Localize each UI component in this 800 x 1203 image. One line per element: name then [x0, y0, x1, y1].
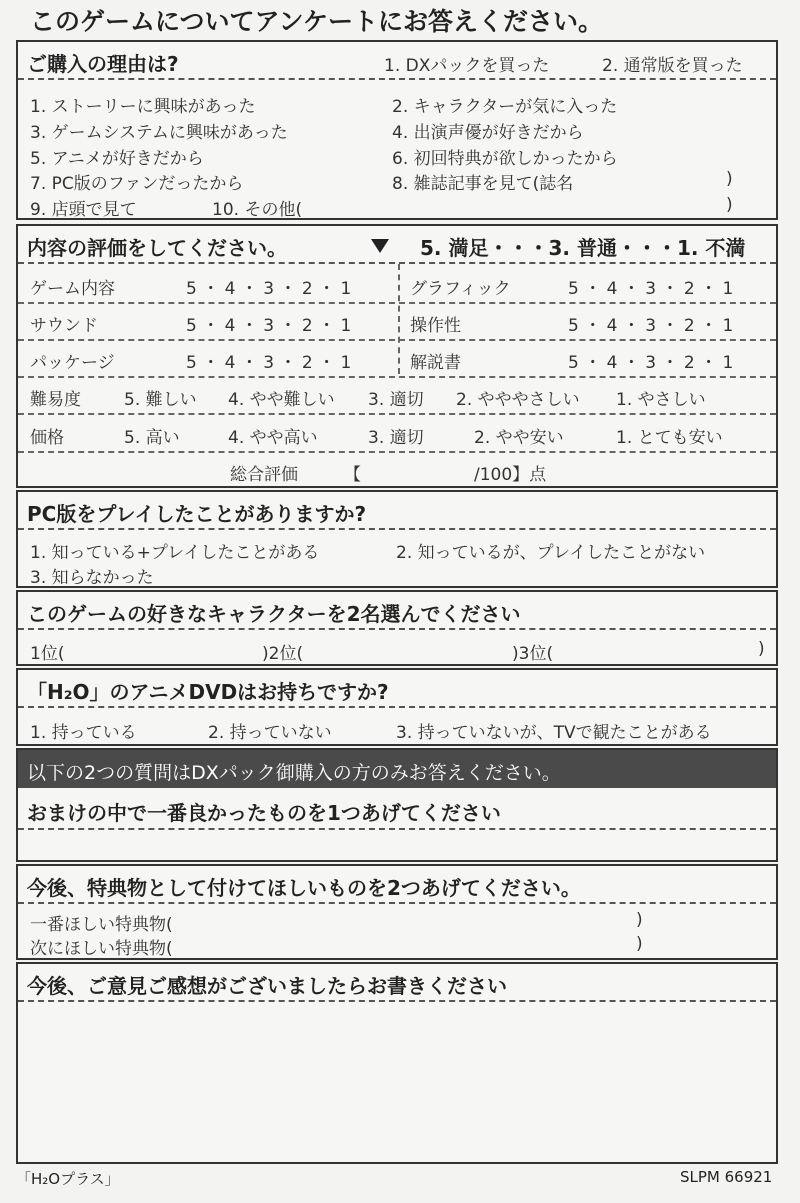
evaluation-header	[18, 226, 776, 264]
pc-question: PC版をプレイしたことがありますか?	[27, 502, 367, 526]
difficulty-option[interactable]: 5. 難しい	[124, 390, 197, 410]
row-divider	[18, 302, 776, 304]
favorite-question: このゲームの好きなキャラクターを2名選んでください	[27, 602, 521, 626]
total-score-label: 総合評価	[230, 465, 298, 485]
eval-item-label: パッケージ	[30, 353, 115, 373]
bonus-section	[16, 864, 778, 960]
dvd-option[interactable]: 1. 持っている	[30, 723, 137, 743]
rating-scale[interactable]: 5 ・ 4 ・ 3 ・ 2 ・ 1	[186, 353, 352, 373]
dvd-option[interactable]: 2. 持っていない	[208, 723, 332, 743]
eval-item-label: サウンド	[30, 316, 98, 336]
rating-scale[interactable]: 5 ・ 4 ・ 3 ・ 2 ・ 1	[186, 316, 352, 336]
comments-header	[18, 964, 776, 1002]
bonus-field-2[interactable]: 次にほしい特典物(	[30, 939, 173, 959]
bonus-question: 今後、特典物として付けてほしいものを2つあげてください。	[27, 876, 581, 900]
omake-header	[18, 788, 776, 830]
row-divider	[18, 413, 776, 415]
reason-item-other[interactable]: 10. その他(	[212, 200, 303, 220]
dvd-header	[18, 670, 776, 708]
bonus-header	[18, 866, 776, 904]
dvd-option[interactable]: 3. 持っていないが、TVで観たことがある	[396, 723, 712, 743]
rank-2-field[interactable]: )2位(	[262, 644, 304, 664]
price-option[interactable]: 1. とても安い	[616, 428, 723, 448]
dx-notice-bar	[18, 750, 776, 788]
pc-section	[16, 490, 778, 588]
dx-notice: 以下の2つの質問はDXパック御購入の方のみお答えください。	[27, 762, 561, 784]
eval-item-label: 操作性	[410, 316, 461, 336]
row-divider	[18, 376, 776, 378]
comments-textarea[interactable]	[18, 1004, 776, 1162]
reason-section	[16, 40, 778, 220]
rating-scale[interactable]: 5 ・ 4 ・ 3 ・ 2 ・ 1	[568, 279, 734, 299]
pc-option[interactable]: 2. 知っているが、プレイしたことがない	[396, 543, 706, 563]
product-name: 「H₂Oプラス」	[16, 1170, 120, 1188]
difficulty-option[interactable]: 4. やや難しい	[228, 390, 335, 410]
comments-question: 今後、ご意見ご感想がございましたらお書きください	[27, 974, 507, 998]
close-paren: )	[726, 169, 733, 189]
rank-3-field[interactable]: )3位(	[512, 644, 554, 664]
down-triangle-icon	[371, 239, 389, 253]
price-option[interactable]: 3. 適切	[368, 428, 424, 448]
reason-item[interactable]: 9. 店頭で見て	[30, 200, 137, 220]
reason-item[interactable]: 1. ストーリーに興味があった	[30, 97, 256, 117]
pc-option[interactable]: 1. 知っている+プレイしたことがある	[30, 543, 320, 563]
difficulty-option[interactable]: 3. 適切	[368, 390, 424, 410]
reason-item[interactable]: 3. ゲームシステムに興味があった	[30, 123, 288, 143]
rating-scale[interactable]: 5 ・ 4 ・ 3 ・ 2 ・ 1	[186, 279, 352, 299]
pc-header	[18, 492, 776, 530]
rating-scale[interactable]: 5 ・ 4 ・ 3 ・ 2 ・ 1	[568, 353, 734, 373]
reason-item[interactable]: 7. PC版のファンだったから	[30, 174, 244, 194]
page-title: このゲームについてアンケートにお答えください。	[30, 7, 604, 36]
price-option[interactable]: 2. やや安い	[474, 428, 564, 448]
close-paren: )	[726, 195, 733, 215]
column-divider	[398, 264, 400, 374]
eval-item-label: グラフィック	[410, 279, 511, 299]
close-paren: )	[758, 639, 765, 659]
rank-1-field[interactable]: 1位(	[30, 644, 65, 664]
difficulty-label: 難易度	[30, 390, 81, 410]
total-score-close: /100】点	[474, 465, 547, 485]
evaluation-section	[16, 224, 778, 488]
price-option[interactable]: 4. やや高い	[228, 428, 318, 448]
favorite-header	[18, 592, 776, 630]
dx-section	[16, 748, 778, 862]
omake-question: おまけの中で一番良かったものを1つあげてください	[27, 801, 501, 825]
eval-item-label: 解説書	[410, 353, 461, 373]
price-option[interactable]: 5. 高い	[124, 428, 180, 448]
reason-question: ご購入の理由は?	[27, 52, 179, 76]
dvd-section	[16, 668, 778, 746]
option-regular-edition[interactable]: 2. 通常版を買った	[602, 56, 743, 76]
price-label: 価格	[30, 428, 64, 448]
bonus-field-1[interactable]: 一番ほしい特典物(	[30, 915, 173, 935]
reason-item[interactable]: 2. キャラクターが気に入った	[392, 97, 618, 117]
favorite-section	[16, 590, 778, 666]
total-score-open: 【	[344, 465, 361, 485]
row-divider	[18, 451, 776, 453]
rating-scale[interactable]: 5 ・ 4 ・ 3 ・ 2 ・ 1	[568, 316, 734, 336]
comments-section	[16, 962, 778, 1164]
eval-item-label: ゲーム内容	[30, 279, 115, 299]
reason-item[interactable]: 5. アニメが好きだから	[30, 149, 204, 169]
difficulty-option[interactable]: 2. やややさしい	[456, 390, 580, 410]
product-code: SLPM 66921	[680, 1168, 773, 1186]
evaluation-question: 内容の評価をしてください。	[27, 236, 287, 260]
evaluation-legend: 5. 満足・・・3. 普通・・・1. 不満	[420, 236, 746, 260]
dvd-question: 「H₂O」のアニメDVDはお持ちですか?	[27, 680, 389, 704]
reason-item[interactable]: 4. 出演声優が好きだから	[392, 123, 584, 143]
difficulty-option[interactable]: 1. やさしい	[616, 390, 706, 410]
reason-item[interactable]: 6. 初回特典が欲しかったから	[392, 149, 618, 169]
close-paren: )	[636, 934, 643, 954]
row-divider	[18, 339, 776, 341]
pc-option[interactable]: 3. 知らなかった	[30, 568, 154, 588]
reason-header	[18, 42, 776, 80]
option-dx-pack[interactable]: 1. DXパックを買った	[384, 56, 550, 76]
close-paren: )	[636, 910, 643, 930]
reason-item[interactable]: 8. 雑誌記事を見て(誌名	[392, 174, 574, 194]
